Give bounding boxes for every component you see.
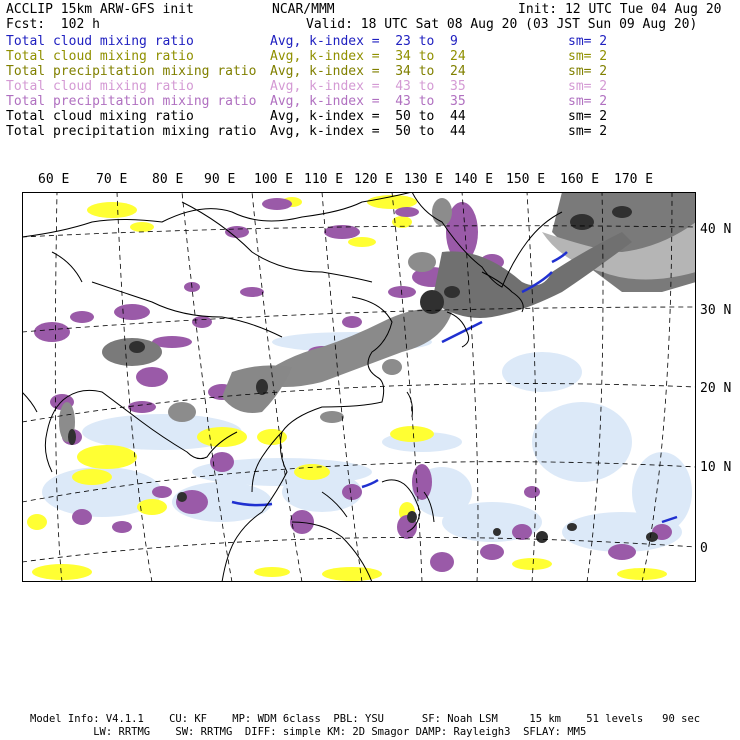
field-name: Total precipitation mixing ratio <box>6 124 257 139</box>
field-row <box>6 49 736 64</box>
field-name: Total cloud mixing ratio <box>6 49 194 64</box>
lon-label: 80 E <box>152 172 184 187</box>
field-avg: Avg, k-index = 23 to 9 <box>270 34 458 49</box>
lat-label: 10 N <box>700 460 732 475</box>
init-time: Init: 12 UTC Tue 04 Aug 20 <box>518 2 722 17</box>
forecast-hour: Fcst: 102 h <box>6 17 100 32</box>
valid-time: Valid: 18 UTC Sat 08 Aug 20 (03 JST Sun 09 Aug 20) <box>306 17 698 32</box>
field-row <box>6 94 736 109</box>
lon-label: 70 E <box>96 172 128 187</box>
field-sm: sm= 2 <box>568 64 608 79</box>
field-avg: Avg, k-index = 50 to 44 <box>270 124 466 139</box>
lon-label: 100 E <box>254 172 294 187</box>
lon-label: 160 E <box>560 172 600 187</box>
field-sm: sm= 2 <box>568 49 608 64</box>
field-sm: sm= 2 <box>568 34 608 49</box>
lon-label: 150 E <box>506 172 546 187</box>
lat-label: 20 N <box>700 381 732 396</box>
field-avg: Avg, k-index = 34 to 24 <box>270 49 466 64</box>
forecast-map <box>22 192 696 582</box>
field-row <box>6 64 736 79</box>
center-name: NCAR/MMM <box>272 2 335 17</box>
field-sm: sm= 2 <box>568 94 608 109</box>
field-name: Total precipitation mixing ratio <box>6 64 257 79</box>
field-avg: Avg, k-index = 43 to 35 <box>270 79 466 94</box>
field-sm: sm= 2 <box>568 124 608 139</box>
field-avg: Avg, k-index = 50 to 44 <box>270 109 466 124</box>
model-info-line1: Model Info: V4.1.1 CU: KF MP: WDM 6class PBL: YSU SF: Noah LSM 15 km 51 levels 90 sec <box>30 713 701 725</box>
field-row <box>6 79 736 94</box>
lat-label: 0 <box>700 541 708 556</box>
field-row <box>6 124 736 139</box>
field-name: Total cloud mixing ratio <box>6 34 194 49</box>
lon-label: 130 E <box>404 172 444 187</box>
lon-label: 170 E <box>614 172 654 187</box>
lat-label: 40 N <box>700 222 732 237</box>
field-row <box>6 34 736 49</box>
lon-label: 140 E <box>454 172 494 187</box>
field-name: Total precipitation mixing ratio <box>6 94 257 109</box>
field-sm: sm= 2 <box>568 109 608 124</box>
lon-label: 90 E <box>204 172 236 187</box>
field-name: Total cloud mixing ratio <box>6 109 194 124</box>
lon-label: 110 E <box>304 172 344 187</box>
model-info-line2: LW: RRTMG SW: RRTMG DIFF: simple KM: 2D Smagor DAMP: Rayleigh3 SFLAY: MM5 <box>30 726 587 738</box>
field-avg: Avg, k-index = 34 to 24 <box>270 64 466 79</box>
lat-label: 30 N <box>700 303 732 318</box>
field-row <box>6 109 736 124</box>
field-avg: Avg, k-index = 43 to 35 <box>270 94 466 109</box>
model-title: ACCLIP 15km ARW-GFS init <box>6 2 194 17</box>
lon-label: 120 E <box>354 172 394 187</box>
field-name: Total cloud mixing ratio <box>6 79 194 94</box>
lon-label: 60 E <box>38 172 70 187</box>
field-sm: sm= 2 <box>568 79 608 94</box>
